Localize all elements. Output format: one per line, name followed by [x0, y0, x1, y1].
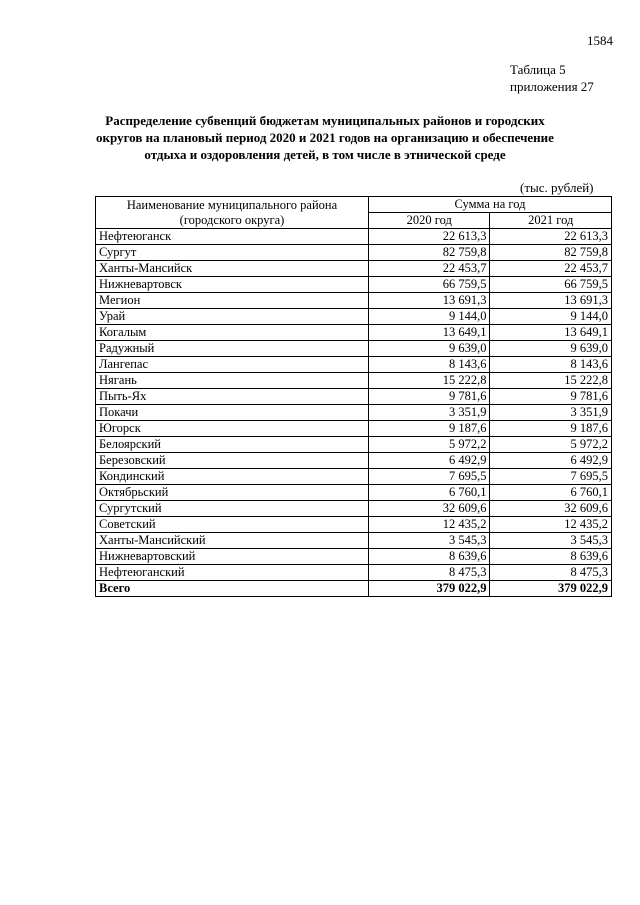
amount-2021: 8 475,3 [490, 565, 612, 581]
amount-2021: 5 972,2 [490, 437, 612, 453]
total-2021: 379 022,9 [490, 581, 612, 597]
amount-2021: 15 222,8 [490, 373, 612, 389]
amount-2020: 9 144,0 [369, 309, 490, 325]
municipality-name: Белоярский [96, 437, 369, 453]
table-row [96, 245, 612, 261]
municipality-name: Сургут [96, 245, 369, 261]
amount-2020: 8 475,3 [369, 565, 490, 581]
municipality-name: Березовский [96, 453, 369, 469]
page-number: 1584 [587, 33, 613, 48]
amount-2020: 3 351,9 [369, 405, 490, 421]
amount-2021: 7 695,5 [490, 469, 612, 485]
table-row [96, 357, 612, 373]
amount-2021: 9 187,6 [490, 421, 612, 437]
table-row [96, 565, 612, 581]
amount-2020: 66 759,5 [369, 277, 490, 293]
amount-2021: 6 760,1 [490, 485, 612, 501]
municipality-name: Советский [96, 517, 369, 533]
total-label: Всего [96, 581, 369, 597]
amount-2020: 13 691,3 [369, 293, 490, 309]
amount-2020: 6 492,9 [369, 453, 490, 469]
table-row [96, 501, 612, 517]
amount-2021: 22 453,7 [490, 261, 612, 277]
municipality-name: Мегион [96, 293, 369, 309]
municipality-name: Нягань [96, 373, 369, 389]
amount-2020: 22 613,3 [369, 229, 490, 245]
municipality-name: Югорск [96, 421, 369, 437]
table-row [96, 389, 612, 405]
amount-2020: 82 759,8 [369, 245, 490, 261]
amount-2020: 9 781,6 [369, 389, 490, 405]
column-header-name-line1: Наименование муниципального района [126, 197, 338, 212]
table-row [96, 277, 612, 293]
amount-2020: 32 609,6 [369, 501, 490, 517]
column-header-2021: 2021 год [490, 213, 612, 229]
column-header-sum: Сумма на год [369, 197, 612, 213]
amount-2021: 9 144,0 [490, 309, 612, 325]
table-row [96, 421, 612, 437]
table-row [96, 341, 612, 357]
amount-2020: 13 649,1 [369, 325, 490, 341]
municipality-name: Пыть-Ях [96, 389, 369, 405]
table-row [96, 229, 612, 245]
amount-2020: 9 187,6 [369, 421, 490, 437]
table-row [96, 293, 612, 309]
amount-2021: 8 143,6 [490, 357, 612, 373]
table-row [96, 405, 612, 421]
municipality-name: Октябрьский [96, 485, 369, 501]
document-title: Распределение субвенций бюджетам муниципальных районов и городских округов на плановый период 2020 и 2021 годов на организацию и обеспечение отдыха и оздоровления детей, в том числе в этнической среде [96, 113, 554, 162]
amount-2020: 7 695,5 [369, 469, 490, 485]
column-header-name [96, 197, 369, 229]
amount-2021: 3 545,3 [490, 533, 612, 549]
column-header-2020: 2020 год [369, 213, 490, 229]
column-header-name-line2: (городского округа) [179, 212, 285, 227]
municipality-name: Нефтеюганск [96, 229, 369, 245]
amount-2021: 66 759,5 [490, 277, 612, 293]
amount-2021: 9 639,0 [490, 341, 612, 357]
municipality-name: Покачи [96, 405, 369, 421]
amount-2020: 8 639,6 [369, 549, 490, 565]
table-row [96, 373, 612, 389]
amount-2020: 8 143,6 [369, 357, 490, 373]
subvention-table [95, 196, 612, 597]
amount-2021: 8 639,6 [490, 549, 612, 565]
table-row [96, 261, 612, 277]
amount-2020: 3 545,3 [369, 533, 490, 549]
units-label: (тыс. рублей) [520, 180, 594, 195]
table-row [96, 453, 612, 469]
amount-2020: 15 222,8 [369, 373, 490, 389]
table-row [96, 437, 612, 453]
table-reference-line2: приложения 27 [510, 79, 594, 94]
amount-2020: 9 639,0 [369, 341, 490, 357]
amount-2020: 22 453,7 [369, 261, 490, 277]
municipality-name: Когалым [96, 325, 369, 341]
municipality-name: Радужный [96, 341, 369, 357]
table-row [96, 485, 612, 501]
amount-2020: 5 972,2 [369, 437, 490, 453]
amount-2021: 6 492,9 [490, 453, 612, 469]
table-header-row [96, 197, 612, 213]
municipality-name: Нефтеюганский [96, 565, 369, 581]
table-row [96, 309, 612, 325]
amount-2021: 3 351,9 [490, 405, 612, 421]
table-row [96, 325, 612, 341]
amount-2020: 12 435,2 [369, 517, 490, 533]
table-reference [510, 61, 594, 95]
amount-2021: 82 759,8 [490, 245, 612, 261]
table-reference-line1: Таблица 5 [510, 62, 566, 77]
municipality-name: Кондинский [96, 469, 369, 485]
amount-2021: 9 781,6 [490, 389, 612, 405]
amount-2021: 13 649,1 [490, 325, 612, 341]
total-row [96, 581, 612, 597]
table-row [96, 517, 612, 533]
table-row [96, 469, 612, 485]
amount-2021: 32 609,6 [490, 501, 612, 517]
municipality-name: Ханты-Мансийск [96, 261, 369, 277]
amount-2021: 22 613,3 [490, 229, 612, 245]
municipality-name: Лангепас [96, 357, 369, 373]
municipality-name: Нижневартовск [96, 277, 369, 293]
total-2020: 379 022,9 [369, 581, 490, 597]
table-row [96, 533, 612, 549]
amount-2021: 13 691,3 [490, 293, 612, 309]
amount-2021: 12 435,2 [490, 517, 612, 533]
municipality-name: Нижневартовский [96, 549, 369, 565]
municipality-name: Урай [96, 309, 369, 325]
table-body [96, 229, 612, 597]
table-row [96, 549, 612, 565]
municipality-name: Ханты-Мансийский [96, 533, 369, 549]
amount-2020: 6 760,1 [369, 485, 490, 501]
municipality-name: Сургутский [96, 501, 369, 517]
